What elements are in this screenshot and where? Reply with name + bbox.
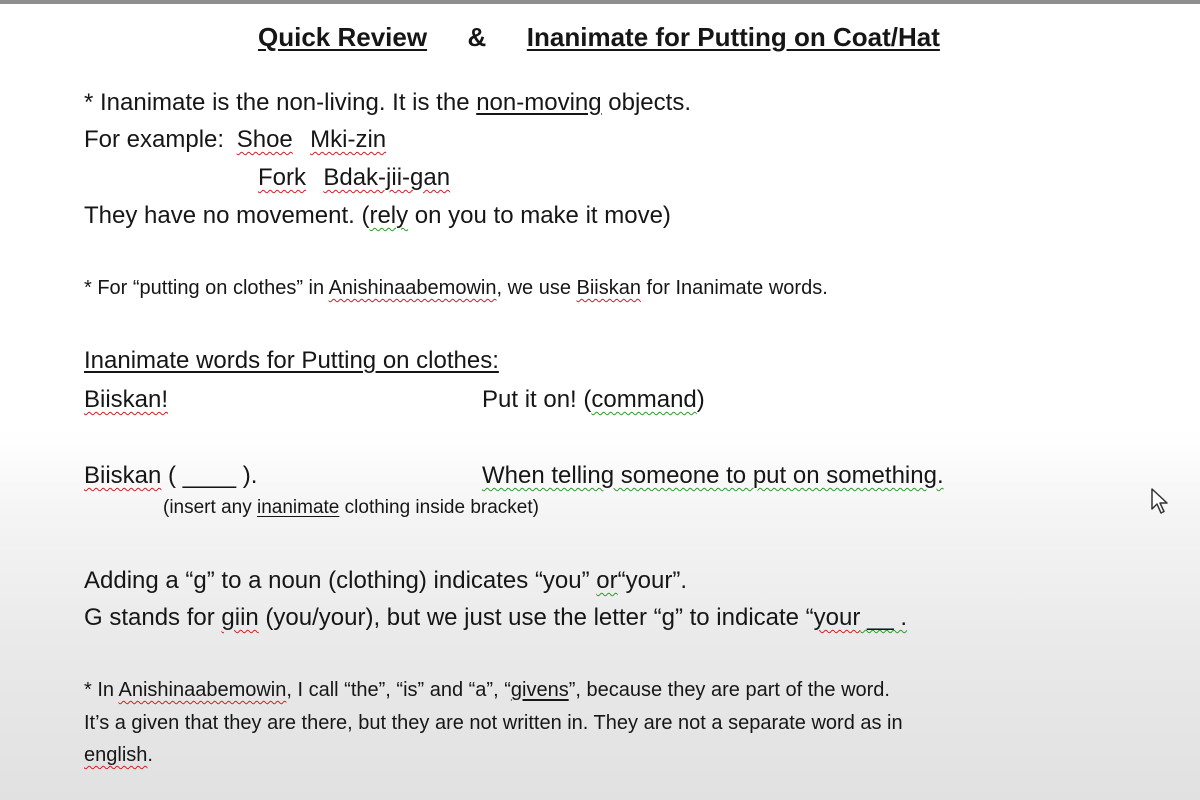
example-line-2 [258, 164, 450, 192]
note2-text-c: ”, because they are part of the word. [568, 679, 890, 701]
g-text-a: G stands for [84, 604, 222, 631]
givens-note-line-2: It’s a given that they are there, but they are not written in. They are not a separate word as in [84, 712, 903, 734]
movement-text-b: on you to make it move) [408, 202, 671, 229]
biiskan-command: Biiskan! [84, 386, 169, 413]
giin-word: giin [221, 604, 259, 631]
adding-text-b: “your”. [617, 567, 687, 594]
your-blank: __ . [860, 604, 908, 631]
biiskan-telling: Biiskan [84, 462, 162, 489]
command-meaning-c: ) [696, 386, 705, 413]
example-bdakjiigan: Bdak-jii-gan [323, 164, 451, 191]
note1-text-c: for Inanimate words. [641, 277, 828, 299]
example-shoe: Shoe [236, 126, 293, 153]
command-word-label: command [591, 386, 697, 413]
example-mkizin: Mki-zin [310, 126, 387, 153]
command-word [84, 386, 168, 414]
insert-text-c: clothing inside bracket) [339, 497, 539, 518]
note2-text-a: * In [84, 679, 119, 701]
title-quick-review: Quick Review [258, 22, 428, 52]
putting-on-note [84, 277, 828, 300]
mouse-cursor-icon [1150, 487, 1170, 515]
document-title [258, 22, 940, 53]
rely-word: rely [369, 202, 409, 229]
insert-instruction [163, 497, 539, 519]
note1-text-a: * For “putting on clothes” in [84, 277, 329, 299]
command-meaning [482, 386, 705, 414]
definition-text-b: objects. [601, 89, 691, 116]
note2-text-b: , I call “the”, “is” and “a”, “ [286, 679, 511, 701]
note1-text-b: , we use [496, 277, 577, 299]
example-line-1 [84, 126, 386, 154]
example-label: For example: [84, 126, 231, 153]
or-word: or [596, 567, 618, 594]
g-text-b: (you/your), but we just use the letter “g” to indicate “ [258, 604, 814, 631]
telling-bracket: ( ____ ). [161, 462, 258, 489]
insert-text-a: (insert any [163, 497, 257, 518]
telling-meaning-text: When telling someone to put on something. [482, 462, 944, 489]
definition-text-a: * Inanimate is the non-living. It is the [84, 89, 477, 116]
inanimate-definition [84, 89, 691, 117]
your-word: your [813, 604, 861, 631]
adding-g-line [84, 567, 687, 595]
givens-note-line-1 [84, 679, 890, 702]
telling-meaning [482, 462, 944, 490]
title-ampersand: & [467, 22, 487, 52]
anishinaabemowin-word: Anishinaabemowin [328, 277, 497, 299]
biiskan-word: Biiskan [576, 277, 641, 299]
givens-note-line-3 [84, 744, 153, 767]
section-heading: Inanimate words for Putting on clothes: [84, 347, 499, 374]
command-meaning-a: Put it on! ( [482, 386, 592, 413]
givens-word: givens [510, 679, 569, 701]
movement-text-a: They have no movement. ( [84, 202, 370, 229]
title-inanimate: Inanimate for Putting on Coat/Hat [526, 22, 940, 52]
telling-word [84, 462, 257, 490]
non-moving-word: non-moving [476, 89, 602, 116]
anishinaabemowin-word-2: Anishinaabemowin [118, 679, 287, 701]
note2-period: . [147, 744, 153, 766]
example-fork: Fork [258, 164, 306, 191]
movement-line [84, 202, 671, 230]
adding-text-a: Adding a “g” to a noun (clothing) indicates “you” [84, 567, 597, 594]
inanimate-word: inanimate [256, 497, 340, 518]
english-word: english [84, 744, 148, 766]
g-stands-line [84, 604, 907, 632]
